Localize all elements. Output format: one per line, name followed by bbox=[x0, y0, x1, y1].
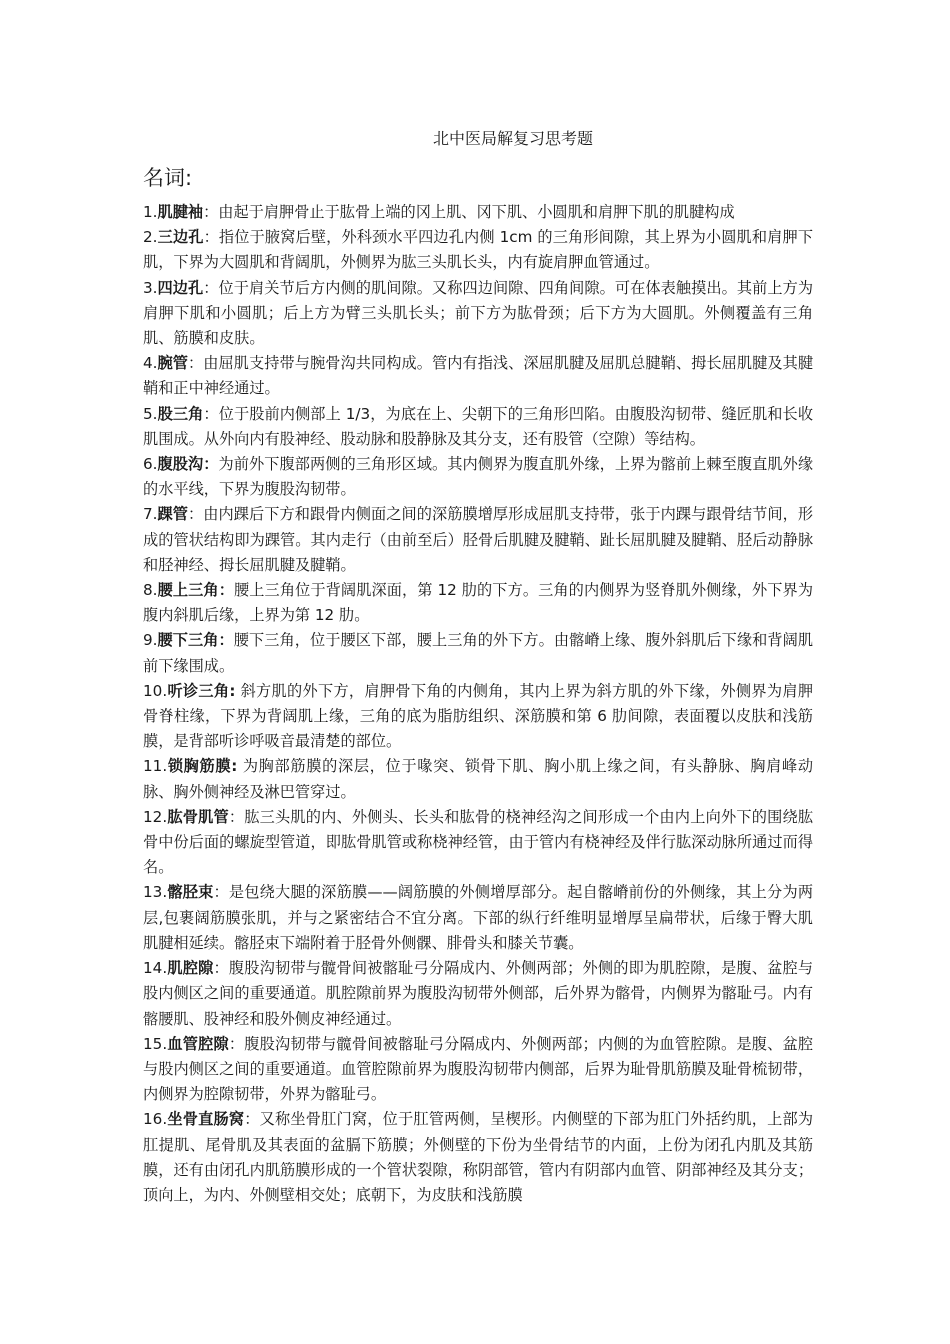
entry-text: 为前外下腹部两侧的三角形区域。其内侧界为腹直肌外缘，上界为髂前上棘至腹直肌外缘的水平线，下界为腹股沟韧带。 bbox=[143, 455, 814, 499]
entry bbox=[143, 276, 813, 352]
entry-text: 是包绕大腿的深筋膜——阔筋膜的外侧增厚部分。起自髂嵴前份的外侧缘，其上分为两层,包裹阔筋膜张肌，并与之紧密结合不宜分离。下部的纵行纤维明显增厚呈扁带状，后缘于臀大肌肌腱相延续。髂胫束下端附着于胫骨外侧髁、腓骨头和膝关节囊。 bbox=[143, 883, 814, 952]
entry-term: 股三角 bbox=[157, 404, 204, 423]
entry-text: 位于肩关节后方内侧的肌间隙。又称四边间隙、四角间隙。可在体表触摸出。其前上方为肩胛下肌和小圆肌；后上方为臂三头肌长头；前下方为肱骨颈；后下方为大圆肌。外侧覆盖有三角肌、筋膜和皮肤。 bbox=[143, 278, 814, 348]
entry-number: 8. bbox=[143, 581, 158, 600]
entry-separator: ： bbox=[228, 807, 245, 826]
entry-text: 又称坐骨肛门窝，位于肛管两侧，呈楔形。内侧壁的下部为肛门外括约肌，上部为肛提肌、尾骨肌及其表面的盆膈下筋膜；外侧壁的下份为坐骨结节的内面，上份为闭孔内肌及其筋膜，还有由闭孔内肌筋膜形成的一个管状裂隙，称阴部管，管内有阴部内血管、阴部神经及其分支；顶向上，为内、外侧壁相交处；底朝下，为皮肤和浅筋膜 bbox=[143, 1110, 814, 1204]
entry bbox=[143, 1107, 813, 1208]
entry-term: 踝管 bbox=[157, 505, 189, 524]
entry-term: 四边孔 bbox=[157, 278, 204, 297]
entry-number: 9. bbox=[143, 631, 158, 650]
entry bbox=[143, 679, 813, 755]
entry-number: 12. bbox=[143, 807, 168, 826]
entry-number: 1. bbox=[143, 203, 158, 221]
entry-separator: ： bbox=[203, 203, 219, 221]
entry-term: 肌腱袖 bbox=[157, 203, 204, 221]
entry-separator: ： bbox=[213, 959, 229, 978]
entry-text: 腹股沟韧带与髋骨间被髂耻弓分隔成内、外侧两部；内侧的为血管腔隙。是腹、盆腔与股内侧区之间的重要通道。血管腔隙前界为腹股沟韧带内侧部，后界为耻骨肌筋膜及耻骨梳韧带，内侧界为腔隙韧带，外界为髂耻弓。 bbox=[143, 1034, 814, 1104]
entry-term: 腰上三角： bbox=[157, 581, 234, 600]
entry-number: 15. bbox=[143, 1034, 168, 1053]
entry-term: 血管腔隙 bbox=[167, 1034, 229, 1053]
entry bbox=[143, 452, 813, 502]
entry bbox=[143, 1032, 813, 1108]
entry-number: 16. bbox=[143, 1110, 168, 1129]
entry-separator: ： bbox=[188, 354, 204, 373]
entry-separator: ： bbox=[188, 505, 204, 524]
entry-number: 11. bbox=[143, 757, 168, 776]
entry bbox=[143, 225, 813, 275]
entry-text: 肱三头肌的内、外侧头、长头和肱骨的桡神经沟之间形成一个由内上向外下的围绕肱骨中份后面的螺旋型管道，即肱骨肌管或称桡神经管，由于管内有桡神经及伴行肱深动脉所通过而得名。 bbox=[143, 807, 814, 877]
entry bbox=[143, 880, 813, 956]
entry-number: 10. bbox=[143, 681, 168, 700]
entry-term: 腕管 bbox=[157, 354, 189, 373]
entry-term: 腹股沟： bbox=[157, 455, 219, 474]
entry-number: 6. bbox=[143, 455, 158, 474]
entry-separator: ： bbox=[228, 1034, 245, 1053]
entry-text: 由内踝后下方和跟骨内侧面之间的深筋膜增厚形成屈肌支持带，张于内踝与跟骨结节间，形成的管状结构即为踝管。其内走行（由前至后）胫骨后肌腱及腱鞘、趾长屈肌腱及腱鞘、胫后动静脉和胫神经、拇长屈肌腱及腱鞘。 bbox=[143, 505, 814, 574]
entry bbox=[143, 956, 813, 1032]
entry-number: 14. bbox=[143, 959, 168, 978]
entry-separator: ： bbox=[203, 228, 219, 247]
entry-number: 3. bbox=[143, 278, 158, 297]
entry-separator: ： bbox=[203, 404, 219, 423]
entry-term: 锁胸筋膜: bbox=[167, 757, 238, 776]
entry-text: 由起于肩胛骨止于肱骨上端的冈上肌、冈下肌、小圆肌和肩胛下肌的肌腱构成 bbox=[218, 203, 735, 221]
entry-term: 肱骨肌管 bbox=[167, 807, 229, 826]
entry-term: 腰下三角： bbox=[157, 631, 234, 650]
entry-text: 由屈肌支持带与腕骨沟共同构成。管内有指浅、深屈肌腱及屈肌总腱鞘、拇长屈肌腱及其腱鞘和正中神经通过。 bbox=[143, 354, 814, 398]
entry-term: 髂胫束 bbox=[167, 883, 214, 902]
entry-number: 4. bbox=[143, 354, 158, 373]
entry-text: 腹股沟韧带与髋骨间被髂耻弓分隔成内、外侧两部；外侧的即为肌腔隙，是腹、盆腔与股内侧区之间的重要通道。肌腔隙前界为腹股沟韧带外侧部，后外界为髂骨，内侧界为髂耻弓。内有髂腰肌、股神经和股外侧皮神经通过。 bbox=[143, 959, 814, 1028]
entry-term: 听诊三角: bbox=[167, 681, 236, 700]
entry bbox=[143, 805, 813, 881]
entry bbox=[143, 200, 813, 225]
section-heading: 名词: bbox=[143, 166, 193, 190]
entry bbox=[143, 578, 813, 628]
entry bbox=[143, 754, 813, 804]
entry bbox=[143, 402, 813, 452]
document-title: 北中医局解复习思考题 bbox=[432, 129, 593, 148]
entry-text: 位于股前内侧部上 1/3，为底在上、尖朝下的三角形凹陷。由腹股沟韧带、缝匠肌和长收肌围成。从外向内有股神经、股动脉和股静脉及其分支，还有股管（空隙）等结构。 bbox=[143, 404, 814, 448]
entry-text: 腰上三角位于背阔肌深面，第 12 肋的下方。三角的内侧界为竖脊肌外侧缘，外下界为腹内斜肌后缘，上界为第 12 肋。 bbox=[143, 581, 814, 625]
entry-separator: ： bbox=[203, 278, 219, 297]
entry-term: 坐骨直肠窝 bbox=[167, 1110, 245, 1129]
entry-number: 7. bbox=[143, 505, 158, 524]
entry bbox=[143, 502, 813, 578]
entry-term: 三边孔 bbox=[157, 228, 204, 247]
entry-number: 13. bbox=[143, 883, 168, 902]
entry-separator: ： bbox=[213, 883, 229, 902]
entry-text: 腰下三角，位于腰区下部，腰上三角的外下方。由髂嵴上缘、腹外斜肌后下缘和背阔肌前下缘围成。 bbox=[143, 631, 814, 675]
entry-text: 为胸部筋膜的深层，位于喙突、锁骨下肌、胸小肌上缘之间，有头静脉、胸肩峰动脉、胸外侧神经及淋巴管穿过。 bbox=[143, 757, 814, 801]
entry-text: 斜方肌的外下方，肩胛骨下角的内侧角，其内上界为斜方肌的外下缘，外侧界为肩胛骨脊柱缘，下界为背阔肌上缘，三角的底为脂肪组织、深筋膜和第 6 肋间隙，表面覆以皮肤和浅筋膜，是背部听诊呼吸音最清楚的部位。 bbox=[143, 681, 814, 751]
entry-number: 2. bbox=[143, 228, 158, 247]
entry-term: 肌腔隙 bbox=[167, 959, 214, 978]
entry-separator: ： bbox=[244, 1110, 260, 1129]
entry bbox=[143, 628, 813, 678]
entry-number: 5. bbox=[143, 404, 158, 423]
entry-list bbox=[143, 200, 813, 1208]
entry-text: 指位于腋窝后壁，外科颈水平四边孔内侧 1cm 的三角形间隙，其上界为小圆肌和肩胛下肌，下界为大圆肌和背阔肌，外侧界为肱三头肌长头，内有旋肩胛血管通过。 bbox=[143, 228, 814, 272]
entry bbox=[143, 351, 813, 401]
